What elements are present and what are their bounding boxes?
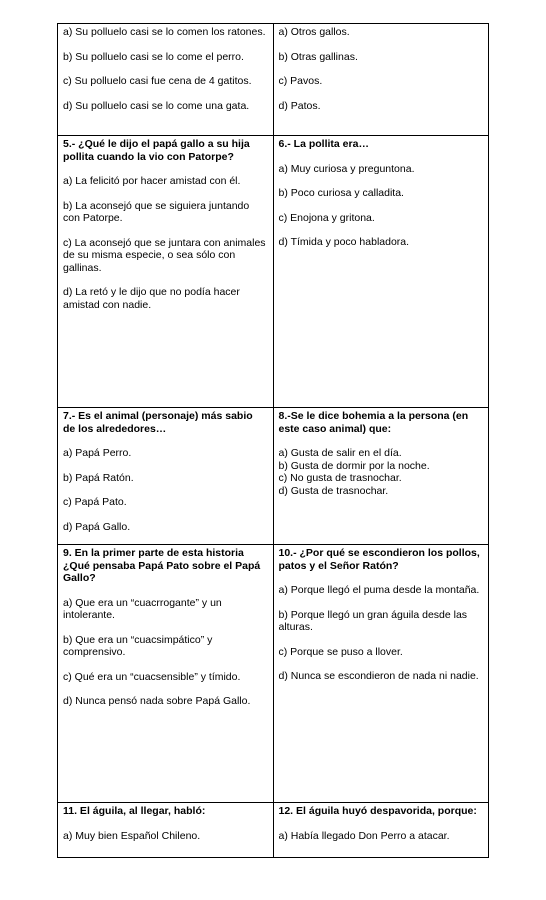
option-text: b) Porque llegó un gran águila desde las alturas. xyxy=(278,608,468,633)
option-text: a) Que era un “cuacrrogante” y un intolerante. xyxy=(63,596,222,621)
table-row xyxy=(58,136,489,408)
question-cell-right xyxy=(273,408,489,545)
question-cell-left xyxy=(58,136,274,408)
question-title: 11. El águila, al llegar, habló: xyxy=(63,805,206,817)
option-text: d) Gusta de trasnochar. xyxy=(278,484,389,497)
option-text: a) Muy curiosa y preguntona. xyxy=(278,162,415,175)
question-cell-right xyxy=(273,803,489,858)
option-text: c) No gusta de trasnochar. xyxy=(278,472,402,484)
option-text: c) Porque se puso a llover. xyxy=(278,645,403,658)
question-cell-right xyxy=(273,136,489,408)
option-text: b) Gusta de dormir por la noche. xyxy=(278,459,430,472)
option-text: a) Porque llegó el puma desde la montaña. xyxy=(278,584,480,596)
question-cell-left xyxy=(58,803,274,858)
option-text: c) Papá Pato. xyxy=(63,496,127,508)
question-title: 9. En la primer parte de esta historia ¿Qué pensaba Papá Pato sobre el Papá Gallo? xyxy=(63,547,261,584)
option-text: b) Otras gallinas. xyxy=(278,50,358,63)
table-row xyxy=(58,545,489,803)
table-row xyxy=(58,24,489,136)
option-text: b) Poco curiosa y calladita. xyxy=(278,187,404,199)
option-text: d) Tímida y poco habladora. xyxy=(278,236,410,248)
option-text: d) La retó y le dijo que no podía hacer amistad con nadie. xyxy=(63,286,240,311)
question-cell-right xyxy=(273,24,489,136)
option-text: d) Patos. xyxy=(278,99,321,112)
question-title: 8.-Se le dice bohemia a la persona (en este caso animal) que: xyxy=(278,410,469,435)
option-text: b) La aconsejó que se siguiera juntando con Patorpe. xyxy=(63,199,250,224)
option-text: d) Papá Gallo. xyxy=(63,520,131,533)
question-cell-left xyxy=(58,24,274,136)
option-text: a) La felicitó por hacer amistad con él. xyxy=(63,175,241,187)
option-text: c) Pavos. xyxy=(278,75,323,87)
question-title: 10.- ¿Por qué se escondieron los pollos, patos y el Señor Ratón? xyxy=(278,547,480,572)
option-text: b) Su polluelo casi se lo come el perro. xyxy=(63,50,244,63)
option-text: a) Gusta de salir en el día. xyxy=(278,447,402,459)
question-cell-right xyxy=(273,545,489,803)
option-text: a) Había llegado Don Perro a atacar. xyxy=(278,829,450,842)
option-text: b) Papá Ratón. xyxy=(63,471,134,484)
option-text: b) Que era un “cuacsimpático” y comprensivo. xyxy=(63,633,213,658)
question-title: 7.- Es el animal (personaje) más sabio de los alrededores… xyxy=(63,410,253,435)
table-row xyxy=(58,408,489,545)
option-text: d) Nunca se escondieron de nada ni nadie. xyxy=(278,670,479,682)
table-row xyxy=(58,803,489,858)
quiz-table xyxy=(57,23,489,858)
question-title: 12. El águila huyó despavorida, porque: xyxy=(278,805,477,817)
question-title: 5.- ¿Qué le dijo el papá gallo a su hija pollita cuando la vio con Patorpe? xyxy=(63,138,250,163)
option-text: d) Nunca pensó nada sobre Papá Gallo. xyxy=(63,695,251,707)
option-text: a) Muy bien Español Chileno. xyxy=(63,829,201,842)
option-text: c) La aconsejó que se juntara con animales de su misma especie, o sea sólo con gallinas. xyxy=(63,236,266,274)
option-text: a) Papá Perro. xyxy=(63,447,132,459)
option-text: a) Otros gallos. xyxy=(278,26,350,38)
option-text: a) Su polluelo casi se lo comen los ratones. xyxy=(63,26,266,38)
question-cell-left xyxy=(58,545,274,803)
option-text: c) Qué era un “cuacsensible” y tímido. xyxy=(63,670,241,683)
option-text: c) Enojona y gritona. xyxy=(278,211,375,224)
option-text: d) Su polluelo casi se lo come una gata. xyxy=(63,99,250,112)
question-cell-left xyxy=(58,408,274,545)
option-text: c) Su polluelo casi fue cena de 4 gatitos. xyxy=(63,75,252,87)
question-title: 6.- La pollita era… xyxy=(278,138,369,150)
